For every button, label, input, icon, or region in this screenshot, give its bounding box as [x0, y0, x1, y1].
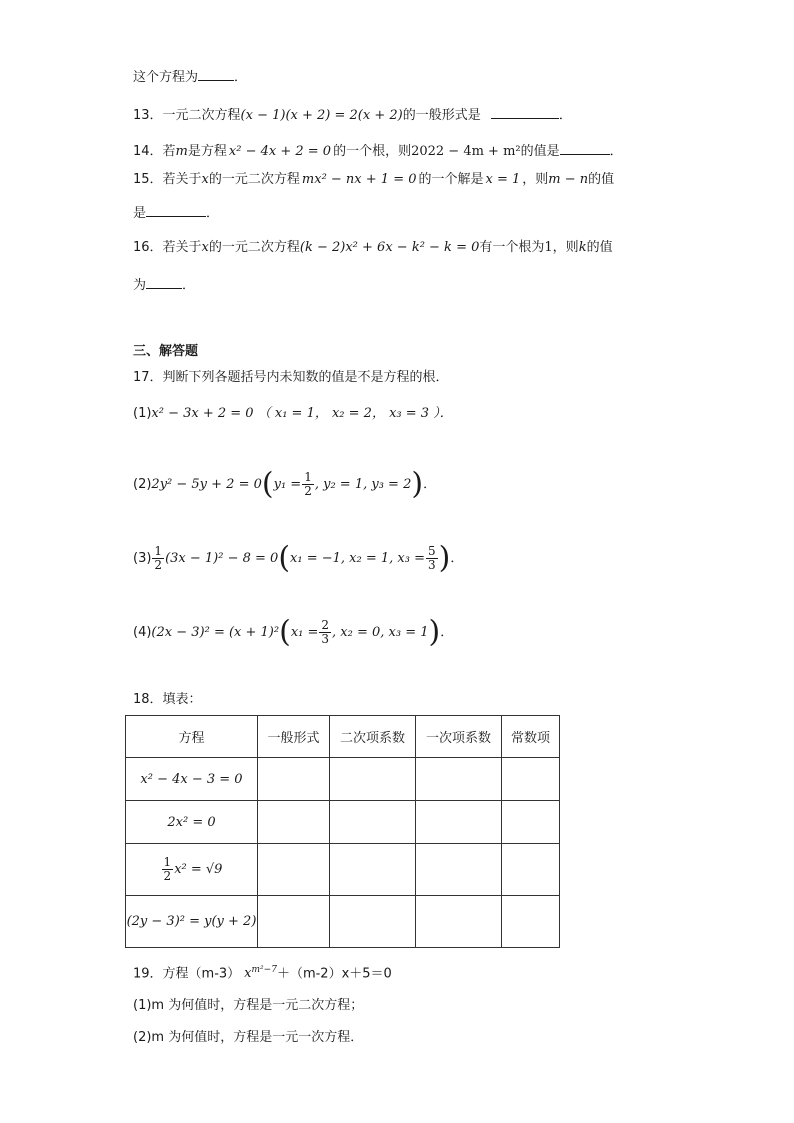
table-header-row [126, 716, 560, 758]
answer-cell[interactable] [416, 758, 502, 801]
equation-cell: 2x² = 0 [126, 801, 258, 844]
q15-equation: mx² − nx + 1 = 0 [301, 172, 417, 187]
q16-prefix: 16．若关于 [133, 240, 202, 255]
q15-line2: 是 [133, 206, 147, 221]
q17-part4 [133, 616, 453, 650]
period: ． [558, 108, 572, 123]
q17-part1 [133, 404, 453, 424]
answer-cell[interactable] [502, 896, 560, 948]
answer-cell[interactable] [416, 896, 502, 948]
question-16 [133, 238, 613, 258]
answer-cell[interactable] [330, 801, 416, 844]
question-14 [133, 140, 623, 162]
answer-blank [146, 202, 206, 217]
answer-cell[interactable] [416, 801, 502, 844]
q17-p2-rest: , y₂ = 1, y₃ = 2 [314, 477, 412, 492]
q17-p3-equation: (3x − 1)² − 8 = 0 [165, 551, 279, 566]
fraction [152, 545, 164, 572]
question-18-stem: 18．填表： [133, 692, 202, 707]
q16-mid: 的一元二次方程 [208, 240, 300, 255]
section-title: 三、解答题 [133, 344, 199, 359]
q14-equation: x² − 4x + 2 = 0 [228, 144, 332, 159]
left-paren: ( [278, 540, 291, 576]
answer-cell[interactable] [258, 801, 330, 844]
period: ． [234, 70, 248, 85]
q12-text: 这个方程为 [133, 70, 199, 85]
answer-cell[interactable] [416, 844, 502, 896]
question-15-line2 [133, 202, 219, 224]
q15-expression: m − n [548, 172, 589, 187]
answer-blank [198, 66, 234, 81]
answer-cell[interactable] [258, 758, 330, 801]
q16-root: 1 [544, 240, 553, 255]
period: ． [609, 144, 623, 159]
fraction [302, 471, 314, 498]
q15-x: x [201, 172, 209, 187]
q19-base: x [244, 966, 252, 982]
q16-line2: 为 [133, 278, 147, 293]
q19-suffix: ＋（m-2）x＋5＝0 [276, 966, 392, 982]
denominator: 2 [304, 484, 312, 498]
fraction [319, 619, 331, 646]
answer-cell[interactable] [502, 758, 560, 801]
answer-cell[interactable] [502, 801, 560, 844]
q16-suffix: 的值 [586, 240, 613, 255]
q17-p1-values: （ x₁ = 1， x₂ = 2， x₃ = 3 ）． [257, 406, 453, 421]
q14-mid: 是方程 [187, 144, 227, 159]
q17-part2 [133, 468, 436, 502]
period: ． [182, 278, 196, 293]
denominator: 2 [154, 558, 163, 572]
part-label: (2) [133, 477, 152, 492]
table-row [126, 758, 560, 801]
q14-prefix: 14．若 [133, 144, 176, 159]
denominator: 3 [427, 558, 436, 572]
numerator: 1 [304, 470, 312, 484]
answer-blank [560, 140, 610, 155]
numerator: 2 [321, 618, 330, 632]
numerator: 5 [427, 544, 436, 558]
part-label: (4) [133, 625, 152, 640]
denominator: 3 [321, 632, 330, 646]
answer-cell[interactable] [258, 844, 330, 896]
right-paren: ) [411, 466, 424, 502]
q15-solution: x = 1 [485, 172, 521, 187]
q13-prefix: 13．一元二次方程 [133, 108, 241, 123]
q16-mid2: 有一个根为 [479, 240, 545, 255]
right-paren: ) [428, 614, 441, 650]
period: ． [440, 625, 454, 640]
q19-exponent: m²−7 [251, 965, 277, 975]
q17-p4-x1: x₁ = [290, 625, 319, 640]
part-label: (3) [133, 551, 152, 566]
q13-equation: (x − 1)(x + 2) = 2(x + 2) [240, 108, 403, 123]
q15-prefix: 15．若关于 [133, 172, 202, 187]
header-cell: 一般形式 [258, 716, 330, 758]
fraction [426, 545, 438, 572]
fraction [162, 856, 174, 883]
q16-x: x [201, 240, 209, 255]
equation-cell [126, 844, 258, 896]
question-17-stem: 17．判断下列各题括号内未知数的值是不是方程的根． [133, 370, 449, 385]
answer-cell[interactable] [330, 896, 416, 948]
table-row [126, 844, 560, 896]
header-cell: 二次项系数 [330, 716, 416, 758]
q17-part3 [133, 542, 463, 576]
q16-k: k [578, 240, 587, 255]
q17-p1-equation: x² − 3x + 2 = 0 [151, 406, 254, 421]
question-15 [133, 170, 614, 190]
q15-mid3: ，则 [522, 172, 549, 187]
numerator: 1 [154, 544, 163, 558]
answer-cell[interactable] [502, 844, 560, 896]
q17-p2-y1: y₁ = [273, 477, 302, 492]
answer-blank [491, 104, 559, 119]
q14-m: m [175, 144, 188, 159]
left-paren: ( [261, 466, 274, 502]
q17-p4-equation: (2x − 3)² = (x + 1)² [151, 625, 280, 640]
q16-mid3: ，则 [552, 240, 579, 255]
equation-cell: (2y − 3)² = y(y + 2) [126, 896, 258, 948]
q15-mid: 的一元二次方程 [208, 172, 300, 187]
numerator: 1 [163, 855, 172, 869]
q16-equation: (k − 2)x² + 6x − k² − k = 0 [299, 240, 480, 255]
q14-mid2: 的一个根，则 [333, 144, 412, 159]
header-cell: 一次项系数 [416, 716, 502, 758]
table-row [126, 801, 560, 844]
fill-table [125, 715, 560, 948]
q13-suffix: 的一般形式是 [402, 108, 481, 123]
answer-cell[interactable] [330, 844, 416, 896]
header-cell: 常数项 [502, 716, 560, 758]
period: ． [206, 206, 220, 221]
period: ． [450, 551, 464, 566]
q17-p2-equation: 2y² − 5y + 2 = 0 [151, 477, 262, 492]
q19-prefix: 19．方程（m-3） [133, 966, 241, 982]
question-19-stem [133, 960, 392, 984]
q14-expression: 2022 − 4m + m² [411, 144, 521, 159]
q15-suffix: 的值 [588, 172, 615, 187]
left-paren: ( [279, 614, 291, 650]
table-row [126, 896, 560, 948]
equation-cell: x² − 4x − 3 = 0 [126, 758, 258, 801]
question-13 [133, 104, 572, 126]
q19-part1: (1)m 为何值时，方程是一元二次方程； [133, 998, 364, 1013]
equation-rest: x² = √9 [174, 862, 223, 877]
q12-tail [133, 66, 247, 88]
q19-part2: (2)m 为何值时，方程是一元一次方程． [133, 1030, 364, 1045]
denominator: 2 [163, 869, 172, 883]
header-cell: 方程 [126, 716, 258, 758]
part-label: (1) [133, 406, 152, 421]
q17-p3-values: x₁ = −1, x₂ = 1, x₃ = [290, 551, 425, 566]
answer-blank [146, 274, 182, 289]
q15-mid2: 的一个解是 [418, 172, 484, 187]
right-paren: ) [438, 540, 451, 576]
q17-p4-rest: , x₂ = 0, x₃ = 1 [332, 625, 429, 640]
period: ． [423, 477, 437, 492]
answer-cell[interactable] [258, 896, 330, 948]
q14-suffix: 的值是 [520, 144, 560, 159]
answer-cell[interactable] [330, 758, 416, 801]
question-16-line2 [133, 274, 195, 296]
